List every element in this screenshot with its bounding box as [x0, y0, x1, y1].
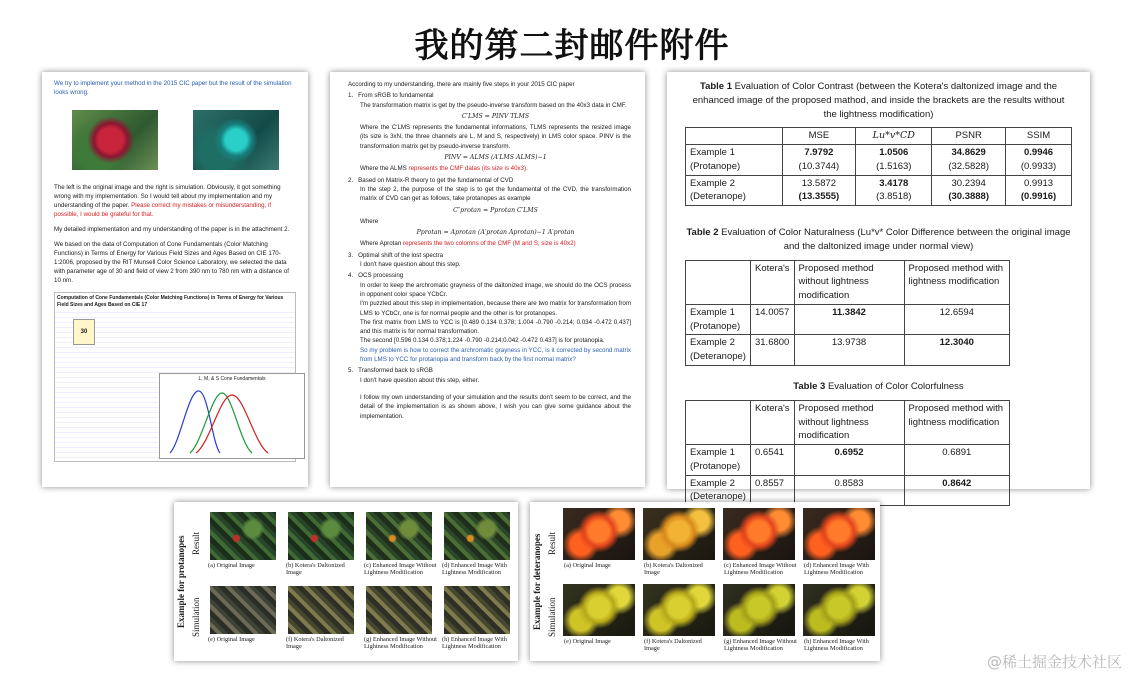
- table-row-label: [686, 175, 783, 206]
- cell-value: 3.4178: [879, 177, 909, 189]
- berry-leaf-image: [210, 512, 276, 560]
- table-cell: [782, 175, 856, 206]
- figure-1-panel-f: [282, 586, 360, 650]
- step-1-text3: [360, 164, 631, 173]
- cell-value-bracket: (30.3888): [948, 191, 989, 203]
- cell-value-bracket: (0.9933): [1020, 160, 1057, 172]
- spreadsheet-screenshot: [54, 292, 296, 462]
- table-1-header: PSNR: [932, 128, 1006, 145]
- table-cell: 0.6952: [794, 445, 904, 476]
- table-cell: [856, 175, 932, 206]
- figure-2-row-label-result: Result: [547, 531, 557, 555]
- figure-2-panel-h: [800, 584, 878, 652]
- simulated-flower-image: [193, 110, 279, 170]
- table-1-label: Table 1: [699, 81, 732, 92]
- step-2: [348, 176, 631, 249]
- berry-leaf-image: [288, 512, 354, 560]
- figure-1-panel-d: [438, 512, 516, 576]
- table-1-header: MSE: [782, 128, 856, 145]
- row-label-line2: (Deteranope): [690, 491, 746, 503]
- cell-value-bracket: (10.3744): [798, 160, 840, 172]
- step-5: [348, 366, 631, 385]
- table-1-header: SSIM: [1006, 128, 1072, 145]
- step-1-formula2: PINV = ALMS (A′LMS ALMS)−1: [444, 154, 547, 162]
- table-cell: 31.6800: [750, 335, 794, 366]
- panel-caption: (h) Enhanced Image With Lightness Modification: [442, 636, 507, 651]
- table-3-header: [686, 400, 751, 444]
- step-4-number: 4.: [348, 272, 354, 280]
- watermark: @稀土掘金技术社区: [986, 653, 1122, 671]
- cell-value: 30.2394: [951, 177, 986, 189]
- step-1-number: 1.: [348, 92, 354, 100]
- step-3-title: Optimal shift of the lost spectra: [358, 251, 444, 259]
- table-row: [686, 145, 1072, 176]
- table-2-header: Kotera's: [750, 260, 794, 304]
- attachment-page-2: [330, 72, 645, 487]
- doc1-body3: We based on the data of Computation of Cone Fundamentals (Color Matching Functions) in Terms of Energy for Various Field Sizes and Ages Based on CIE 170-1:2006, proposed by the RIT Munsell Color Science Laboratory, we selected the data with parameter age of 30 and field of view 2 from 390 nm to 780 nm with a distance of 10 nm.: [54, 240, 289, 284]
- panel-caption: (d) Enhanced Image With Lightness Modification: [442, 562, 507, 577]
- figure-2-panel-f: [640, 584, 718, 652]
- table-cell: 0.8642: [904, 475, 1010, 506]
- step-4-text: In order to keep the archromatic grayness of the daltonized image, we should do the OCS process in opponent color space YCbCr.: [360, 281, 631, 298]
- table-row-label: [686, 145, 783, 176]
- table-2-header-row: [686, 260, 1010, 304]
- step-3: [348, 251, 631, 270]
- panel-caption: (b) Kotera's Daltonized Image: [644, 562, 703, 577]
- cone-fundamentals-chart: [159, 373, 305, 459]
- step-5-title: Transformed back to sRGB: [358, 367, 433, 375]
- step-1-formula: C′LMS = PINV TLMS: [461, 112, 530, 120]
- table-3-header-row: [686, 400, 1010, 444]
- step-1-text: The transformation matrix is get by the pseudo-inverse transform based on the 40x3 data in CMF.: [360, 101, 627, 109]
- figure-2-panel-a: [560, 508, 638, 569]
- flower-image-pair: [54, 110, 296, 170]
- table-1-header: [686, 128, 783, 145]
- row-label-line1: Example 2: [690, 477, 735, 489]
- figure-1-panel-e: [204, 586, 282, 643]
- table-3-header: Kotera's: [750, 400, 794, 444]
- berry-leaf-image: [366, 586, 432, 634]
- step-4-text2: I'm puzzled about this step in implementation, because there are two matrix for transformation from LMS to YCbCr, one is for normal people and the other is for protanopes.: [360, 300, 631, 317]
- row-label-line2: (Deteranope): [690, 351, 746, 363]
- table-cell: [1006, 145, 1072, 176]
- table-3-caption: [685, 380, 1072, 394]
- panel-caption: (c) Enhanced Image Without Lightness Modification: [724, 562, 797, 577]
- table-row: [686, 175, 1072, 206]
- step-2-formula: C″protan = Pprotan C′LMS: [453, 206, 538, 214]
- table-1-header: Lu*v*CD: [856, 128, 932, 145]
- table-cell: 0.8557: [750, 475, 794, 506]
- figure-2-panel-e: [560, 584, 638, 645]
- table-1-caption-text: Evaluation of Color Contrast (between the Kotera's daltonized image and the enhanced image of the proposed mathod, and inside the brackets are the results without the lightness modification): [692, 81, 1065, 120]
- row-label-line1: Example 1: [690, 147, 735, 159]
- page-title: 我的第二封邮件附件: [414, 26, 730, 66]
- berry-leaf-image: [366, 512, 432, 560]
- maple-leaf-image: [723, 584, 795, 636]
- table-2: [685, 260, 1010, 366]
- step-4-title: OCS processing: [358, 272, 404, 280]
- table-2-header: [686, 260, 751, 304]
- figure-2-panel-c: [720, 508, 798, 576]
- cell-value: 1.0506: [879, 147, 909, 159]
- row-label-line2: (Protanope): [690, 460, 741, 472]
- table-cell: 0.6541: [750, 445, 794, 476]
- cell-value-bracket: (0.9916): [1020, 191, 1057, 203]
- original-flower-image: [72, 110, 158, 170]
- step-4-text3: The first matrix from LMS to YCC is [0.489 0.134 0.378; 1.004 -0.790 -0.214; 0.034 -0.472 0.437] and this matrix is for normal transformation.: [360, 318, 631, 336]
- step-4: [348, 271, 631, 364]
- row-label-line2: (Deteranope): [690, 191, 746, 203]
- cell-value-bracket: (3.8518): [876, 191, 912, 203]
- table-1-header-row: [686, 128, 1072, 145]
- panel-caption: (d) Enhanced Image With Lightness Modification: [804, 562, 869, 577]
- row-label-line1: Example 2: [690, 177, 735, 189]
- table-cell: 12.3040: [904, 335, 1010, 366]
- maple-leaf-image: [643, 508, 715, 560]
- step-2-text3: [360, 239, 631, 248]
- step-2-text3-red: represents the two colomns of the CMF (M and S; size is 40x2): [403, 240, 576, 248]
- row-label-line1: Example 2: [690, 337, 735, 349]
- figure-2-row-label-simulation: Simulation: [547, 597, 557, 637]
- table-3-label: Table 3: [793, 381, 826, 393]
- step-1-text3-red: represents the CMF datas (its size is 40x3).: [408, 165, 528, 173]
- step-2-title: Based on Matrix-R theory to get the fundamental of CVD: [358, 176, 514, 184]
- panel-caption: (a) Original Image: [564, 562, 611, 569]
- berry-leaf-image: [288, 586, 354, 634]
- panel-caption: (c) Enhanced Image Without Lightness Modification: [364, 562, 437, 577]
- row-label-line1: Example 1: [690, 447, 735, 459]
- step-5-number: 5.: [348, 367, 354, 375]
- figure-1-panel-h: [438, 586, 516, 650]
- step-5-text: I don't have question about this step, either.: [360, 376, 480, 384]
- step-2-text: In the step 2, the purpose of the step is to get the fundamental of the CVD, the transformation matrix of CVD can get as follows, take protanopes as example: [360, 185, 631, 203]
- panel-caption: (e) Original Image: [208, 636, 255, 643]
- table-1: [685, 127, 1072, 206]
- figure-1-panel-c: [360, 512, 438, 576]
- step-4-text4: The second [0.596 0.134 0.378;1.224 -0.790 -0.214;0.042 -0.472 0.437] is for protanopia.: [360, 337, 605, 345]
- doc1-body2: My detailed implementation and my understanding of the paper is in the attachment 2.: [54, 225, 290, 233]
- table-2-header: Proposed method without lightness modification: [794, 260, 904, 304]
- cell-value-bracket: (13.3555): [798, 191, 840, 203]
- step-1-text3-black: Where the ALMS: [360, 165, 407, 173]
- step-2-text2: Where: [360, 217, 379, 225]
- doc2-closing: I follow my own understanding of your simulation and the results don't seem to be correct, and the detail of the implementation is as shown above, I wish you can give some guidance about the implementation.: [360, 393, 631, 420]
- figure-1-panel-a: [204, 512, 282, 569]
- cone-chart-curves: [160, 383, 304, 455]
- step-2-number: 2.: [348, 176, 354, 184]
- protanope-example-figure: [174, 502, 518, 661]
- table-cell: 12.6594: [904, 304, 1010, 335]
- maple-leaf-image: [643, 584, 715, 636]
- panel-caption: (g) Enhanced Image Without Lightness Modification: [724, 638, 797, 653]
- table-3-header: Proposed method without lightness modification: [794, 400, 904, 444]
- cell-value: 7.9792: [804, 147, 834, 159]
- table-cell: [932, 145, 1006, 176]
- spreadsheet-title: Computation of Cone Fundamentals (Color Matching Functions) in Terms of Energy for Various Field Sizes and Ages Based on CIE 17: [55, 293, 295, 312]
- table-cell: 0.6891: [904, 445, 1010, 476]
- table-cell: [932, 175, 1006, 206]
- table-cell: 13.9738: [794, 335, 904, 366]
- table-cell: 0.8583: [794, 475, 904, 506]
- spreadsheet-input-box: [73, 319, 95, 345]
- cell-value: 13.5872: [801, 177, 837, 189]
- figure-1-row-label-simulation: Simulation: [191, 597, 201, 637]
- maple-leaf-image: [563, 584, 635, 636]
- panel-caption: (h) Enhanced Image With Lightness Modification: [804, 638, 869, 653]
- cell-value-bracket: (1.5163): [876, 160, 912, 172]
- cell-value-bracket: (32.5828): [948, 160, 989, 172]
- step-1-text2: Where the C′LMS represents the fundamental informations, TLMS represents the resized image (its size is 3xN, the three channels are L, M and S, respectively) in LMS color space. PINV is the transformation matrix get by pseudo-inverse transform.: [360, 124, 631, 150]
- doc2-intro: According to my understanding, there are mainly five steps in your 2015 CIC paper: [348, 81, 575, 88]
- table-3-header: Proposed method with lightness modification: [904, 400, 1010, 444]
- berry-leaf-image: [210, 586, 276, 634]
- doc1-body1-red-text: Please correct my mistakes or misunderstanding, if possible, I would be grateful for that.: [54, 201, 272, 218]
- table-row-label: [686, 304, 751, 335]
- figure-1-panel-b: [282, 512, 360, 576]
- table-1-caption: [685, 80, 1072, 121]
- table-cell: [1006, 175, 1072, 206]
- figure-2-panel-b: [640, 508, 718, 576]
- figure-1-panel-g: [360, 586, 438, 650]
- table-row-label: [686, 445, 751, 476]
- step-3-number: 3.: [348, 251, 354, 259]
- figure-1-row-label-result: Result: [191, 531, 201, 555]
- table-row: [686, 445, 1010, 476]
- cell-value: 34.8629: [951, 147, 986, 159]
- step-2-text3-black: Where Aprotan: [360, 240, 402, 248]
- table-cell: 14.0057: [750, 304, 794, 335]
- table-2-header: Proposed method with lightness modification: [904, 260, 1010, 304]
- table-row-label: [686, 335, 751, 366]
- step-2-formula2: Pprotan = Aprotan (A′protan Aprotan)−1 A′protan: [416, 229, 575, 237]
- table-3: [685, 400, 1010, 506]
- table-row: [686, 304, 1010, 335]
- panel-caption: (f) Kotera's Daltonized Image: [644, 638, 702, 653]
- figure-2-panel-d: [800, 508, 878, 576]
- table-2-label: Table 2: [686, 227, 719, 239]
- panel-caption: (e) Original Image: [564, 638, 611, 645]
- table-cell: [856, 145, 932, 176]
- doc1-body1: [54, 184, 296, 220]
- figure-1-side-label: Example for protanopes: [176, 535, 186, 629]
- doc1-intro: We try to implement your method in the 2015 CIC paper but the result of the simulation looks wrong.: [54, 80, 292, 96]
- table-2-caption-text: Evaluation of Color Naturalness (Lu*v* Color Difference between the original image and the daltonized image under normal view): [721, 227, 1071, 252]
- row-label-line1: Example 1: [690, 306, 735, 318]
- step-1: [348, 91, 631, 173]
- cell-value: 0.9946: [1023, 147, 1054, 159]
- figure-2-side-label: Example for deteranopes: [532, 533, 542, 631]
- step-1-title: From sRGB to fundamental: [358, 92, 434, 100]
- step-3-text: I don't have question about this step.: [360, 261, 461, 269]
- panel-caption: (g) Enhanced Image Without Lightness Modification: [364, 636, 437, 651]
- deteranope-example-figure: [530, 502, 880, 661]
- table-row: [686, 335, 1010, 366]
- maple-leaf-image: [803, 584, 875, 636]
- panel-caption: (b) Kotera's Daltonized Image: [286, 562, 345, 577]
- figure-2-panel-g: [720, 584, 798, 652]
- table-3-caption-text: Evaluation of Color Colorfulness: [827, 381, 964, 393]
- panel-caption: (f) Kotera's Daltonized Image: [286, 636, 344, 651]
- table-2-caption: [685, 226, 1072, 254]
- attachment-page-1: [42, 72, 308, 487]
- table-cell: 11.3842: [794, 304, 904, 335]
- maple-leaf-image: [723, 508, 795, 560]
- cell-value: 0.9913: [1023, 177, 1054, 189]
- maple-leaf-image: [563, 508, 635, 560]
- table-cell: [782, 145, 856, 176]
- maple-leaf-image: [803, 508, 875, 560]
- berry-leaf-image: [444, 512, 510, 560]
- row-label-line2: (Protanope): [690, 160, 741, 172]
- row-label-line2: (Protanope): [690, 320, 741, 332]
- panel-caption: (a) Original Image: [208, 562, 255, 569]
- spreadsheet-input-value: 30: [80, 328, 88, 335]
- doc1-body1-text: The left is the original image and the right is simulation. Obviously, it got something wrong with my implementation. So I would tell about my implementation and my understanding of the paper.: [54, 183, 281, 209]
- cone-chart-title: L, M, & S Cone Fundamentals: [198, 375, 266, 382]
- attachment-page-3-tables: [667, 72, 1090, 503]
- berry-leaf-image: [444, 586, 510, 634]
- step-4-question: So my problem is how to correct the archromatic grayness in YCC, is it corrected by second matrix from LMS to YCC for protanopia and transform back by the first normal matrix?: [360, 346, 631, 364]
